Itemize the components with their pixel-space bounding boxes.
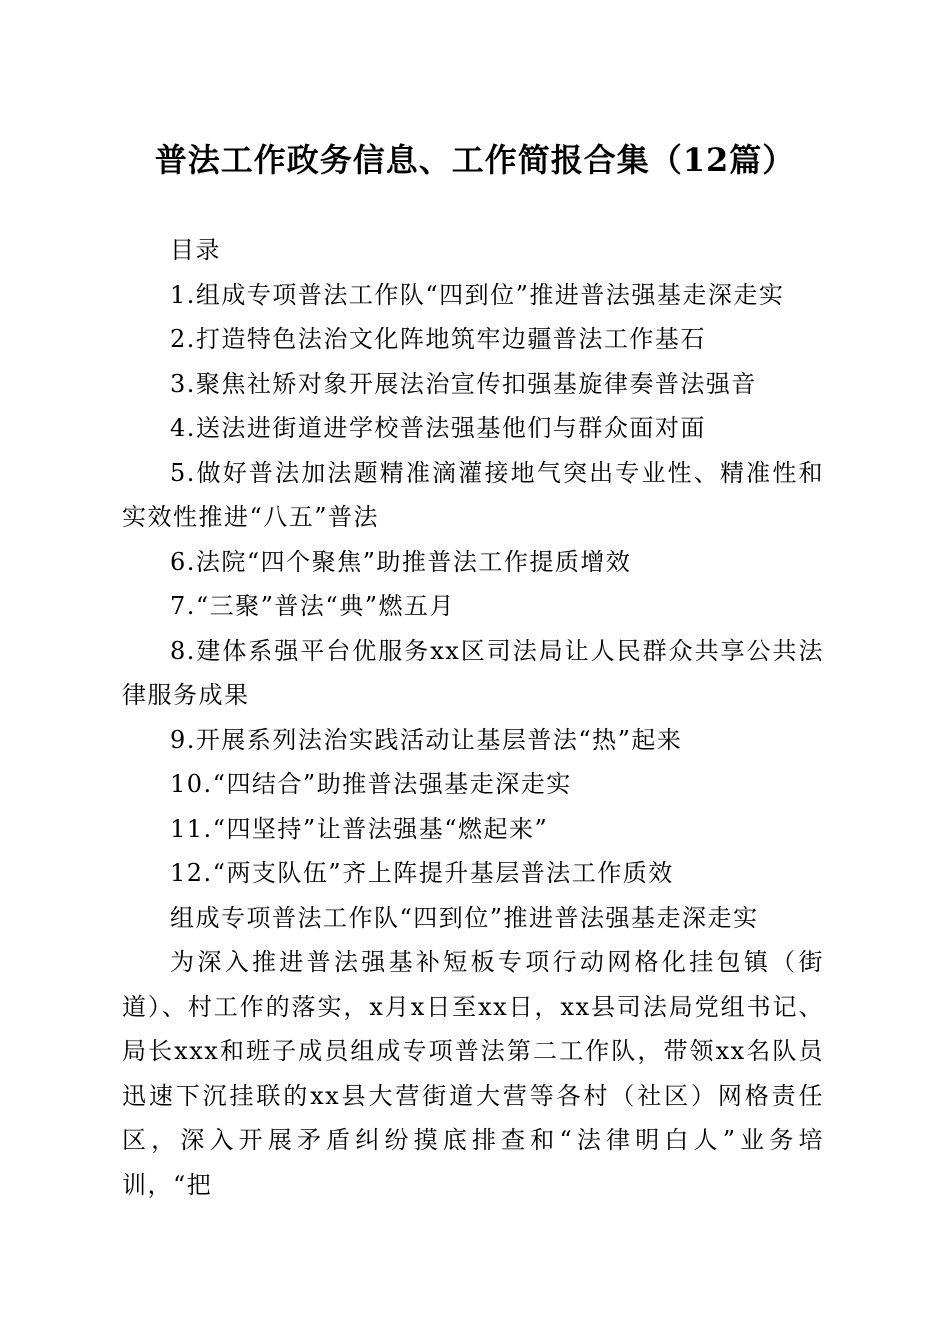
toc-item: 2.打造特色法治文化阵地筑牢边疆普法工作基石	[170, 325, 706, 353]
article-paragraph: 为深入推进普法强基补短板专项行动网格化挂包镇（街道）、村工作的落实，x月x日至xx日，xx县司法局党组书记、局长xxx和班子成员组成专项普法第二工作队，带领xx名队员迅速下沉挂联的xx县大营街道大营等各村（社区）网格责任区，深入开展矛盾纠纷摸底排查和“法律明白人”业务培训，“把	[122, 948, 824, 1199]
toc-heading: 目录	[170, 236, 221, 264]
toc-item: 8.建体系强平台优服务xx区司法局让人民群众共享公共法律服务成果	[122, 636, 824, 709]
toc-item: 6.法院“四个聚焦”助推普法工作提质增效	[170, 547, 632, 576]
document-body	[122, 228, 824, 1207]
toc-item: 11.“四坚持”让普法强基“燃起来”	[170, 814, 549, 843]
article-title: 组成专项普法工作队“四到位”推进普法强基走深走实	[170, 903, 759, 932]
toc-item: 7.“三聚”普法“典”燃五月	[170, 592, 455, 620]
toc-item: 4.送法进街道进学校普法强基他们与群众面对面	[170, 414, 706, 442]
document-title: 普法工作政务信息、工作简报合集（12篇）	[154, 141, 796, 179]
toc-item: 3.聚焦社矫对象开展法治宣传扣强基旋律奏普法强音	[170, 369, 757, 398]
toc-item: 12.“两支队伍”齐上阵提升基层普法工作质效	[170, 859, 674, 887]
toc-item: 1.组成专项普法工作队“四到位”推进普法强基走深走实	[170, 280, 785, 309]
toc-item: 5.做好普法加法题精准滴灌接地气突出专业性、精准性和实效性推进“八五”普法	[122, 458, 824, 531]
toc-item: 10.“四结合”助推普法强基走深走实	[170, 770, 572, 798]
toc-item: 9.开展系列法治实践活动让基层普法“热”起来	[170, 725, 683, 754]
